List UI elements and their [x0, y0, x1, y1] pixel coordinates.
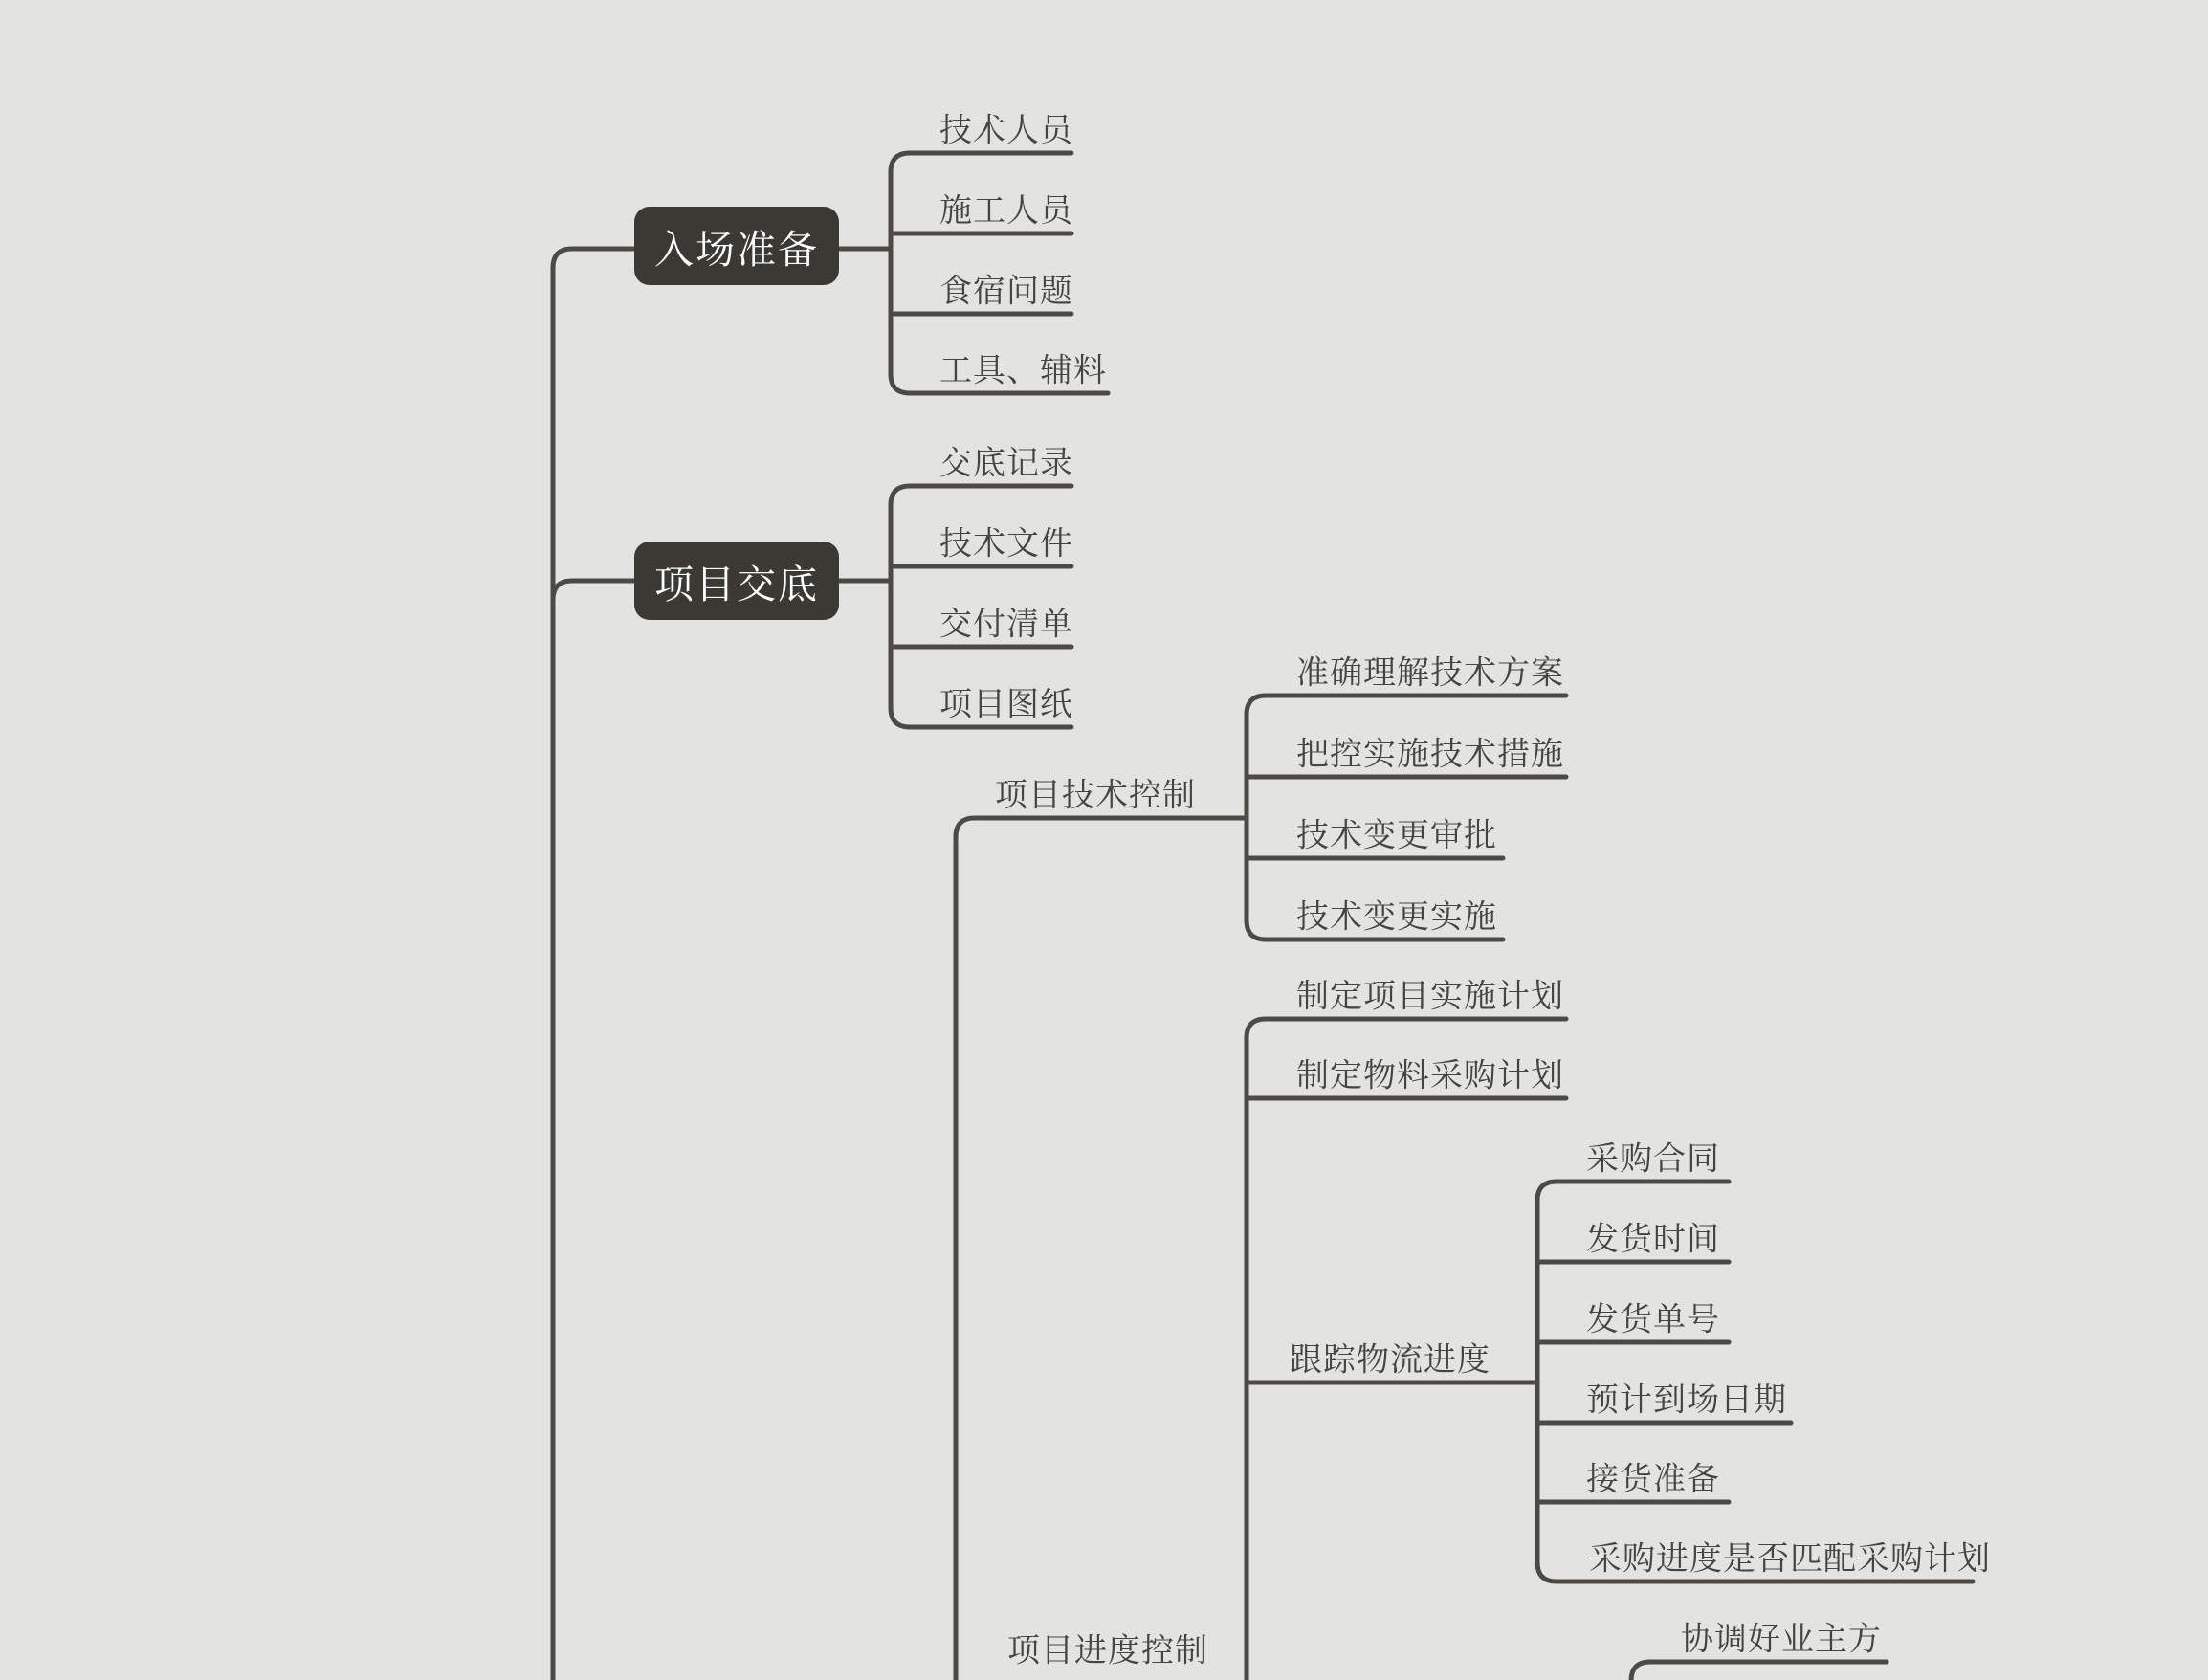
node-technical-control[interactable]: 项目技术控制 — [995, 777, 1196, 814]
leaf-technical-change-approval[interactable]: 技术变更审批 — [1296, 817, 1497, 854]
leaf-project-drawings[interactable]: 项目图纸 — [939, 686, 1073, 723]
leaf-tools-materials[interactable]: 工具、辅料 — [939, 352, 1107, 389]
leaf-construction-personnel[interactable]: 施工人员 — [939, 192, 1073, 230]
leaf-expected-arrival-date[interactable]: 预计到场日期 — [1586, 1382, 1787, 1419]
node-schedule-control[interactable]: 项目进度控制 — [1007, 1632, 1208, 1669]
leaf-technical-personnel[interactable]: 技术人员 — [939, 112, 1073, 149]
node-entry-preparation[interactable]: 入场准备 — [634, 207, 839, 285]
leaf-control-technical-measures[interactable]: 把控实施技术措施 — [1296, 736, 1564, 773]
node-project-briefing[interactable]: 项目交底 — [634, 542, 839, 620]
leaf-implementation-plan[interactable]: 制定项目实施计划 — [1296, 978, 1564, 1015]
leaf-material-procurement-plan[interactable]: 制定物料采购计划 — [1296, 1057, 1564, 1094]
leaf-procurement-progress-match[interactable]: 采购进度是否匹配采购计划 — [1589, 1540, 1991, 1578]
leaf-technical-documents[interactable]: 技术文件 — [939, 525, 1073, 563]
node-logistics-tracking[interactable]: 跟踪物流进度 — [1290, 1341, 1490, 1379]
leaf-accommodation-issues[interactable]: 食宿问题 — [939, 273, 1073, 310]
leaf-shipping-number[interactable]: 发货单号 — [1586, 1301, 1720, 1338]
partial-branch-rail — [1631, 1662, 1887, 1680]
leaf-delivery-list[interactable]: 交付清单 — [939, 606, 1073, 643]
leaf-shipping-time[interactable]: 发货时间 — [1586, 1221, 1720, 1258]
leaf-receiving-preparation[interactable]: 接货准备 — [1586, 1461, 1720, 1498]
spine-line — [553, 249, 634, 1680]
branch2-left-connector — [553, 581, 634, 600]
leaf-coordinate-owner[interactable]: 协调好业主方 — [1681, 1621, 1882, 1658]
leaf-procurement-contract[interactable]: 采购合同 — [1586, 1140, 1720, 1178]
level2-sibling-rail — [956, 818, 1247, 1680]
leaf-technical-change-implementation[interactable]: 技术变更实施 — [1296, 898, 1497, 936]
leaf-understand-technical-plan[interactable]: 准确理解技术方案 — [1296, 654, 1564, 692]
leaf-briefing-record[interactable]: 交底记录 — [939, 445, 1073, 482]
